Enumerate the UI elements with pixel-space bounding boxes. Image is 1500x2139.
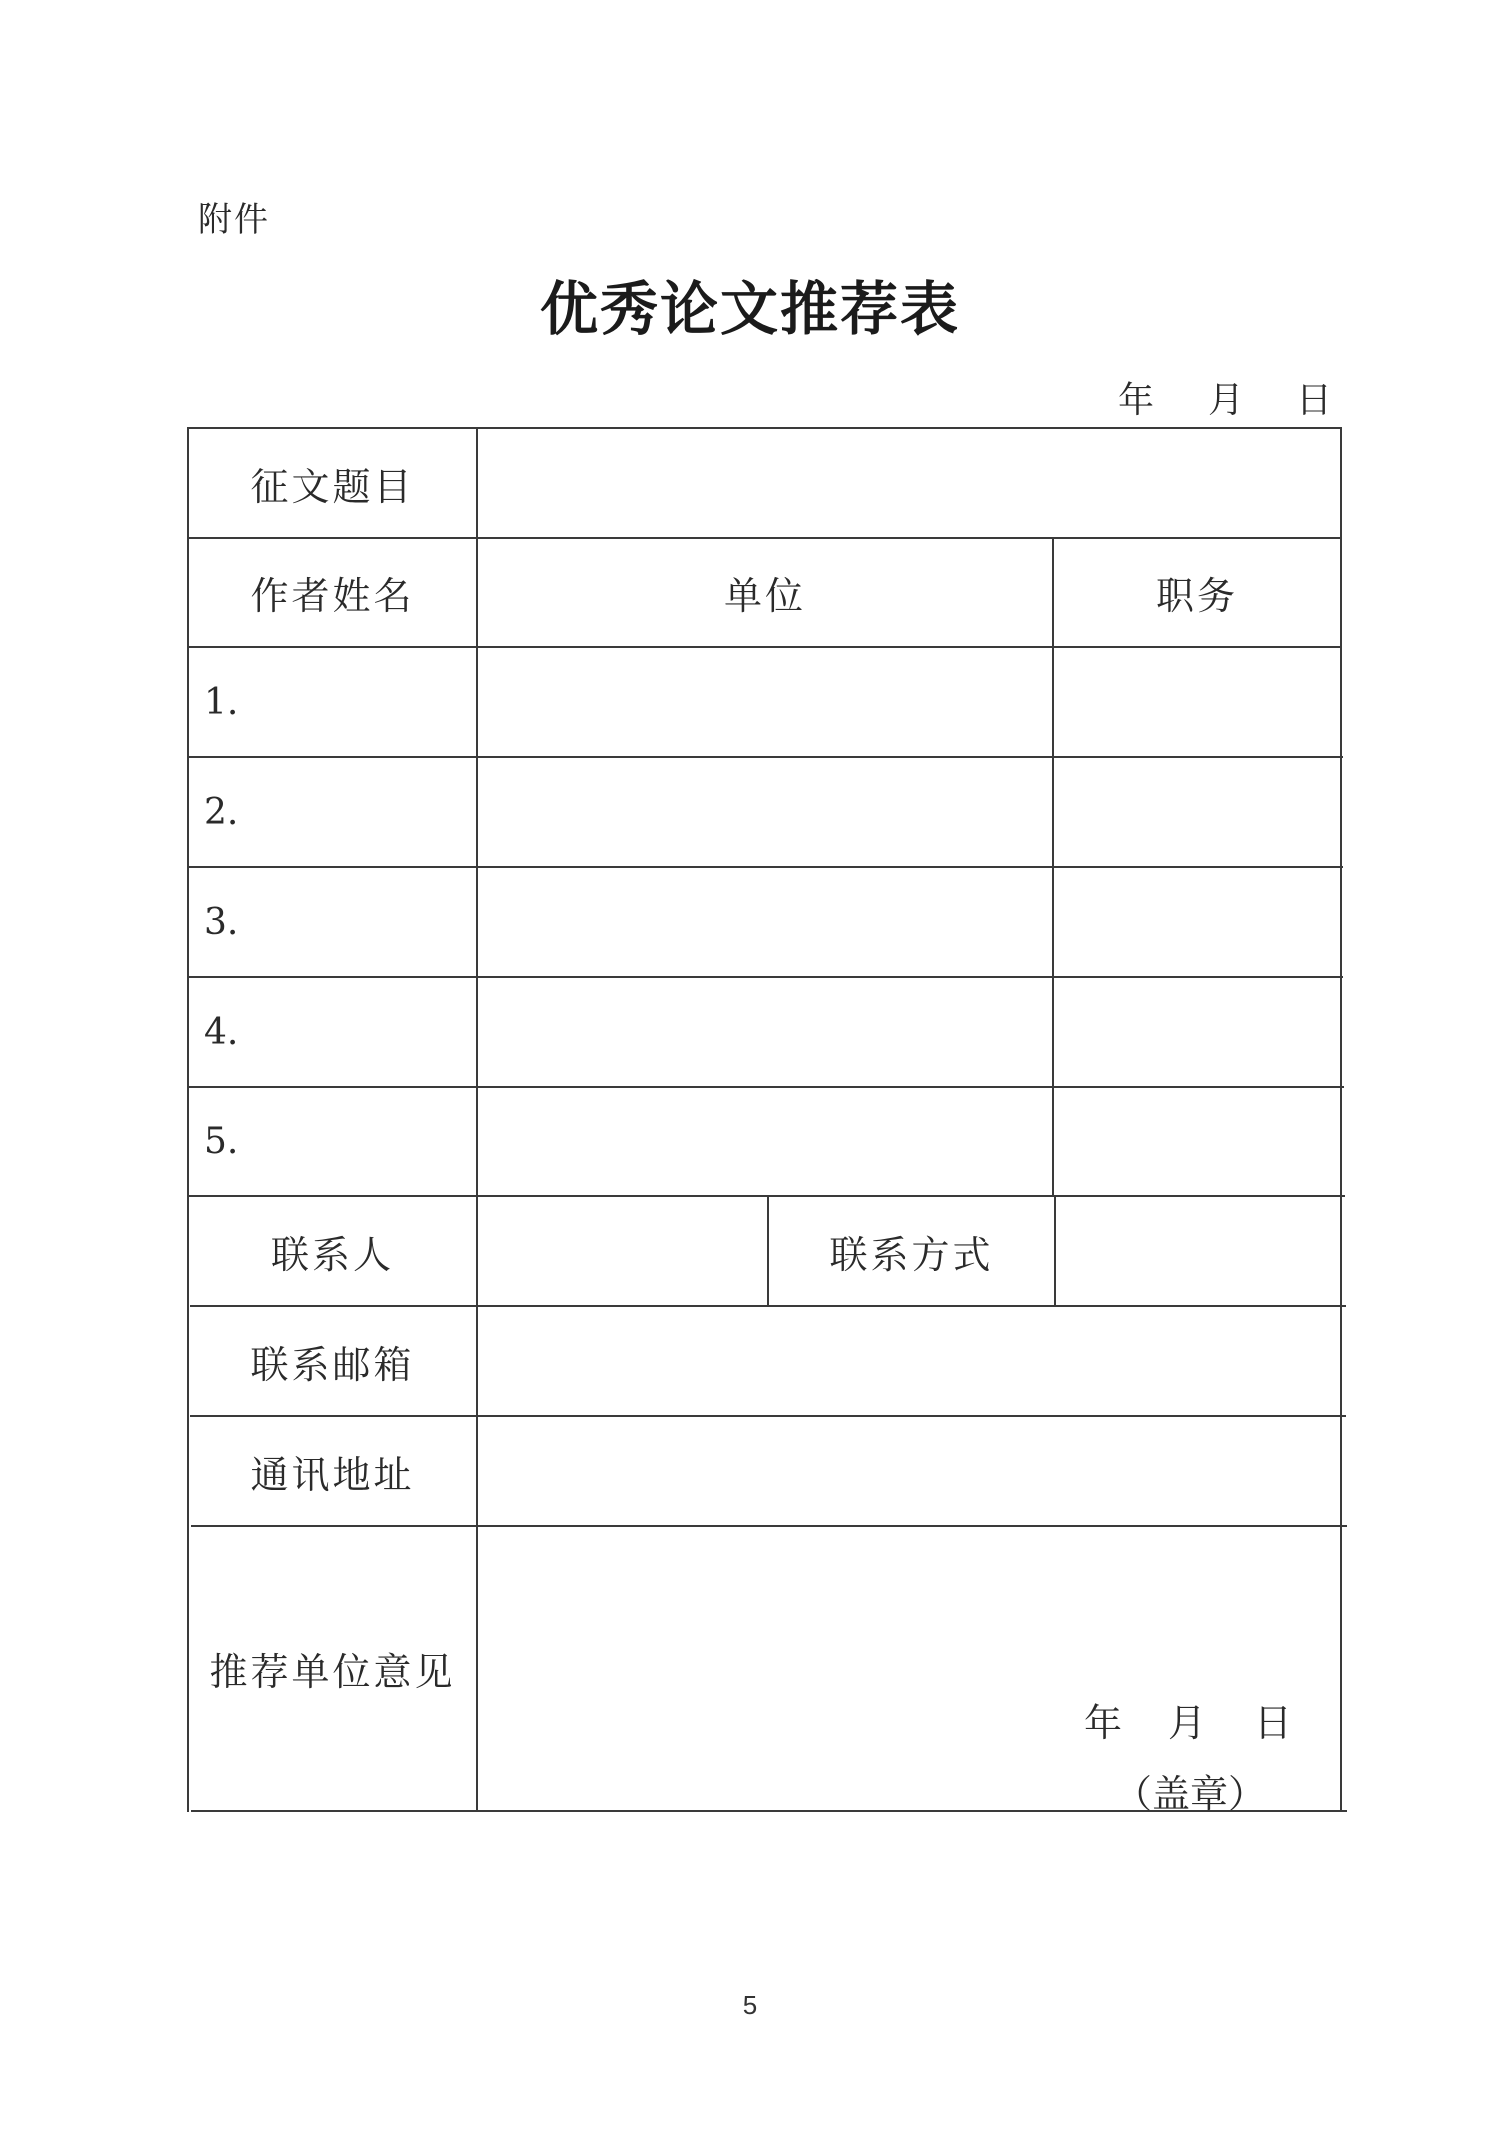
address-label: 通讯地址 (250, 1452, 415, 1497)
position-header: 职务 (1155, 574, 1238, 618)
form-title: 优秀论文推荐表 (539, 275, 960, 343)
author-name-header: 作者姓名 (250, 574, 415, 618)
header-date-year: 年 (1118, 380, 1155, 421)
author-row-5-unit[interactable] (478, 1088, 1052, 1195)
recommend-date-month: 月 (1168, 1701, 1207, 1745)
contact-method-label: 联系方式 (829, 1232, 994, 1277)
contact-method-field[interactable] (1056, 1197, 1340, 1305)
contact-person-field[interactable] (478, 1197, 767, 1305)
address-field[interactable] (478, 1417, 1340, 1525)
author-row-1-unit[interactable] (478, 648, 1052, 756)
contact-person-label: 联系人 (270, 1232, 394, 1277)
author-row-3-name[interactable] (189, 868, 476, 976)
author-row-1-position[interactable] (1054, 648, 1340, 756)
email-field[interactable] (478, 1307, 1340, 1415)
table-line (1340, 427, 1342, 1812)
author-row-5-name[interactable] (189, 1088, 476, 1195)
author-row-1-name[interactable] (189, 648, 476, 756)
page-number: 5 (742, 1990, 758, 2020)
author-row-3-number: 3. (204, 901, 239, 943)
seal-text: （盖章） (1114, 1772, 1267, 1816)
header-date-day: 日 (1296, 380, 1333, 421)
author-row-2-number: 2. (204, 791, 239, 833)
author-row-2-name[interactable] (189, 758, 476, 866)
attachment-label: 附件 (198, 200, 270, 240)
email-label: 联系邮箱 (250, 1342, 415, 1387)
author-row-4-number: 4. (204, 1011, 239, 1053)
author-row-3-position[interactable] (1054, 868, 1340, 976)
author-row-4-position[interactable] (1054, 978, 1340, 1086)
topic-label: 征文题目 (250, 464, 415, 509)
recommend-date-year: 年 (1084, 1701, 1123, 1745)
author-row-2-unit[interactable] (478, 758, 1052, 866)
topic-field[interactable] (478, 429, 1340, 537)
author-row-5-number: 5. (204, 1121, 239, 1162)
author-row-1-number: 1. (204, 681, 239, 723)
recommend-label: 推荐单位意见 (209, 1650, 456, 1694)
author-row-3-unit[interactable] (478, 868, 1052, 976)
recommend-date-day: 日 (1254, 1701, 1293, 1745)
unit-header: 单位 (723, 574, 806, 618)
header-date-month: 月 (1208, 380, 1245, 421)
author-row-4-name[interactable] (189, 978, 476, 1086)
author-row-4-unit[interactable] (478, 978, 1052, 1086)
author-row-2-position[interactable] (1054, 758, 1340, 866)
author-row-5-position[interactable] (1054, 1088, 1340, 1195)
